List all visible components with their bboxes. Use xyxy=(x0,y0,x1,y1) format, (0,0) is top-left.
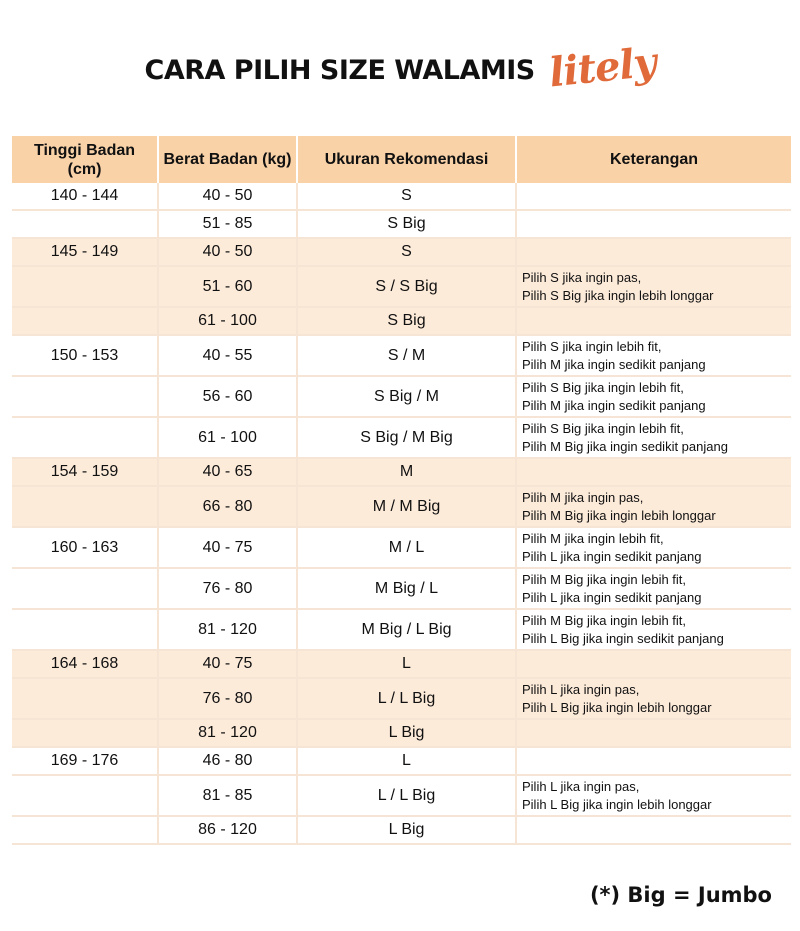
header xyxy=(0,40,800,100)
weight-cell: 61 - 100 xyxy=(158,307,297,335)
weight-cell: 76 - 80 xyxy=(158,678,297,719)
note-line: Pilih M jika ingin pas, xyxy=(522,489,644,505)
note-line: Pilih S Big jika ingin lebih fit, xyxy=(522,420,684,436)
note-line: Pilih M Big jika ingin lebih longgar xyxy=(522,507,716,523)
table-row xyxy=(12,775,791,816)
table-row xyxy=(12,335,791,376)
note-cell xyxy=(516,747,791,775)
height-cell: 169 - 176 xyxy=(12,747,158,775)
weight-cell: 81 - 120 xyxy=(158,609,297,650)
weight-cell: 40 - 75 xyxy=(158,527,297,568)
note-cell xyxy=(516,210,791,238)
size-cell: S Big / M xyxy=(297,376,516,417)
height-cell xyxy=(12,376,158,417)
weight-cell: 40 - 50 xyxy=(158,238,297,266)
height-cell xyxy=(12,678,158,719)
height-cell: 150 - 153 xyxy=(12,335,158,376)
weight-cell: 51 - 60 xyxy=(158,266,297,307)
height-cell xyxy=(12,775,158,816)
note-cell xyxy=(516,458,791,486)
column-header-height: Tinggi Badan (cm) xyxy=(12,136,158,183)
note-line: Pilih M jika ingin sedikit panjang xyxy=(522,356,706,372)
height-cell xyxy=(12,816,158,844)
table-row xyxy=(12,307,791,335)
table-header-row xyxy=(12,136,791,183)
column-header-weight: Berat Badan (kg) xyxy=(158,136,297,183)
note-line: Pilih M Big jika ingin sedikit panjang xyxy=(522,438,728,454)
note-line: Pilih L jika ingin pas, xyxy=(522,778,640,794)
size-cell: S Big xyxy=(297,210,516,238)
size-cell: M / L xyxy=(297,527,516,568)
weight-cell: 66 - 80 xyxy=(158,486,297,527)
note-cell xyxy=(516,307,791,335)
size-cell: S Big xyxy=(297,307,516,335)
note-cell xyxy=(516,719,791,747)
note-line: Pilih S Big jika ingin lebih fit, xyxy=(522,379,684,395)
weight-cell: 40 - 75 xyxy=(158,650,297,678)
weight-cell: 56 - 60 xyxy=(158,376,297,417)
note-line: Pilih L jika ingin pas, xyxy=(522,681,640,697)
table-body xyxy=(12,183,791,844)
footer-note: (*) Big = Jumbo xyxy=(589,883,772,907)
height-cell: 160 - 163 xyxy=(12,527,158,568)
size-cell: M Big / L Big xyxy=(297,609,516,650)
size-cell: L xyxy=(297,747,516,775)
size-cell: M xyxy=(297,458,516,486)
table-row xyxy=(12,650,791,678)
weight-cell: 61 - 100 xyxy=(158,417,297,458)
note-cell xyxy=(516,335,791,376)
note-cell xyxy=(516,775,791,816)
note-line: Pilih L Big jika ingin lebih longgar xyxy=(522,699,712,715)
height-cell: 154 - 159 xyxy=(12,458,158,486)
table-row xyxy=(12,816,791,844)
size-chart-table xyxy=(12,136,791,845)
table-row xyxy=(12,210,791,238)
height-cell: 140 - 144 xyxy=(12,183,158,210)
note-line: Pilih S jika ingin pas, xyxy=(522,269,642,285)
note-cell xyxy=(516,486,791,527)
height-cell xyxy=(12,417,158,458)
weight-cell: 76 - 80 xyxy=(158,568,297,609)
note-cell xyxy=(516,609,791,650)
note-line: Pilih M jika ingin lebih fit, xyxy=(522,530,664,546)
size-cell: L xyxy=(297,650,516,678)
table-row xyxy=(12,568,791,609)
weight-cell: 40 - 55 xyxy=(158,335,297,376)
note-cell xyxy=(516,527,791,568)
note-line: Pilih L Big jika ingin lebih longgar xyxy=(522,796,712,812)
height-cell xyxy=(12,568,158,609)
table-row xyxy=(12,458,791,486)
note-cell xyxy=(516,816,791,844)
note-cell xyxy=(516,376,791,417)
size-cell: S / S Big xyxy=(297,266,516,307)
size-cell: L Big xyxy=(297,719,516,747)
table-row xyxy=(12,376,791,417)
table-row xyxy=(12,527,791,568)
column-header-note: Keterangan xyxy=(516,136,791,183)
height-cell xyxy=(12,486,158,527)
table-row xyxy=(12,486,791,527)
table-row xyxy=(12,719,791,747)
height-cell: 145 - 149 xyxy=(12,238,158,266)
note-cell xyxy=(516,417,791,458)
note-cell xyxy=(516,183,791,210)
table-row xyxy=(12,609,791,650)
note-cell xyxy=(516,238,791,266)
size-cell: L / L Big xyxy=(297,678,516,719)
brand-logo: litely xyxy=(546,38,658,96)
height-cell xyxy=(12,266,158,307)
table-row xyxy=(12,678,791,719)
note-line: Pilih M Big jika ingin lebih fit, xyxy=(522,571,687,587)
size-cell: S / M xyxy=(297,335,516,376)
size-cell: S xyxy=(297,183,516,210)
note-line: Pilih S Big jika ingin lebih longgar xyxy=(522,287,714,303)
size-cell: L / L Big xyxy=(297,775,516,816)
height-cell xyxy=(12,609,158,650)
size-cell: S xyxy=(297,238,516,266)
weight-cell: 46 - 80 xyxy=(158,747,297,775)
note-cell xyxy=(516,266,791,307)
note-line: Pilih M jika ingin sedikit panjang xyxy=(522,397,706,413)
table-row xyxy=(12,238,791,266)
note-line: Pilih S jika ingin lebih fit, xyxy=(522,338,662,354)
table-row xyxy=(12,266,791,307)
note-line: Pilih M Big jika ingin lebih fit, xyxy=(522,612,687,628)
weight-cell: 81 - 85 xyxy=(158,775,297,816)
note-cell xyxy=(516,678,791,719)
size-cell: L Big xyxy=(297,816,516,844)
size-cell: M Big / L xyxy=(297,568,516,609)
height-cell xyxy=(12,210,158,238)
weight-cell: 40 - 65 xyxy=(158,458,297,486)
table-row xyxy=(12,747,791,775)
note-line: Pilih L jika ingin sedikit panjang xyxy=(522,548,702,564)
table-row xyxy=(12,183,791,210)
weight-cell: 81 - 120 xyxy=(158,719,297,747)
size-cell: S Big / M Big xyxy=(297,417,516,458)
note-line: Pilih L jika ingin sedikit panjang xyxy=(522,589,702,605)
weight-cell: 51 - 85 xyxy=(158,210,297,238)
note-line: Pilih L Big jika ingin sedikit panjang xyxy=(522,630,724,646)
height-cell xyxy=(12,307,158,335)
note-cell xyxy=(516,650,791,678)
weight-cell: 86 - 120 xyxy=(158,816,297,844)
column-header-size: Ukuran Rekomendasi xyxy=(297,136,516,183)
page-title: CARA PILIH SIZE WALAMIS xyxy=(144,54,535,86)
height-cell xyxy=(12,719,158,747)
size-cell: M / M Big xyxy=(297,486,516,527)
note-cell xyxy=(516,568,791,609)
weight-cell: 40 - 50 xyxy=(158,183,297,210)
height-cell: 164 - 168 xyxy=(12,650,158,678)
table-row xyxy=(12,417,791,458)
